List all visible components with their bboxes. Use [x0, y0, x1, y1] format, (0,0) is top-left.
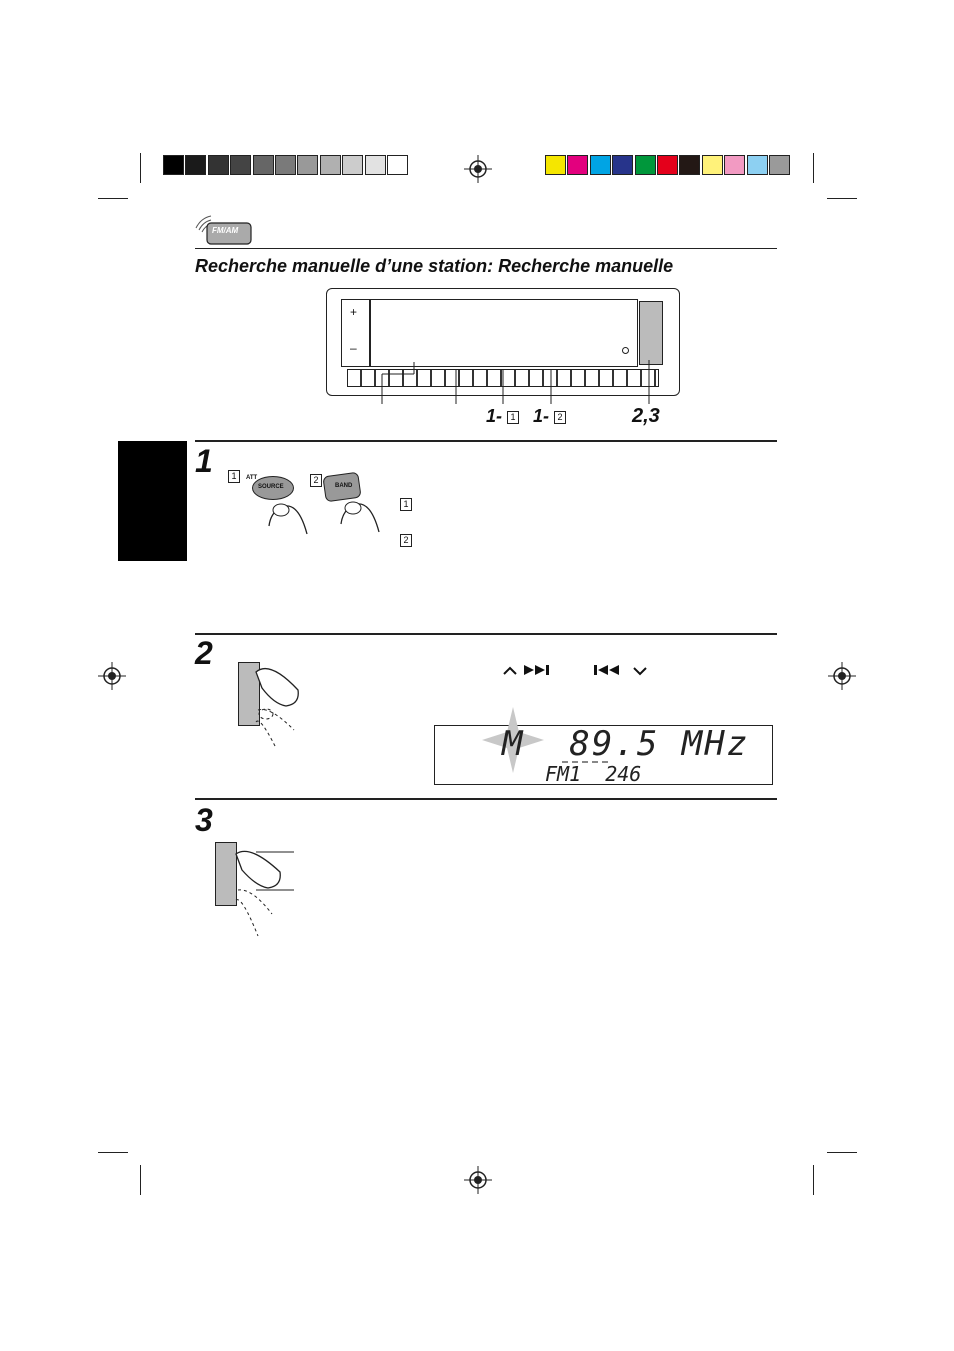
crop-mark	[827, 1152, 857, 1153]
crop-mark	[813, 1165, 814, 1195]
registration-mark-icon	[464, 155, 492, 183]
crop-mark	[140, 1165, 141, 1195]
registration-mark-icon	[464, 1166, 492, 1194]
box-number: 1	[400, 498, 412, 511]
callout-lines	[326, 360, 686, 410]
crop-mark	[98, 1152, 128, 1153]
color-swatch	[769, 155, 790, 175]
seek-up-icon	[502, 662, 560, 678]
lcd-underline	[562, 761, 608, 766]
color-swatch	[230, 155, 251, 175]
callout-step-2-3: 2,3	[632, 405, 660, 427]
color-swatch	[657, 155, 678, 175]
volume-minus-label: –	[350, 341, 357, 355]
finger-press-icon	[255, 490, 385, 540]
callout-step-1-1	[486, 407, 519, 425]
step-number: 2	[195, 635, 213, 671]
color-swatch	[275, 155, 296, 175]
color-swatch	[163, 155, 184, 175]
crop-mark	[98, 198, 128, 199]
finger-hold-icon	[228, 844, 298, 939]
color-swatch	[724, 155, 745, 175]
color-swatch	[635, 155, 656, 175]
step-rule	[195, 633, 777, 635]
color-swatch	[590, 155, 611, 175]
box-number: 2	[554, 411, 566, 424]
display-indicator	[622, 347, 629, 354]
color-swatch	[365, 155, 386, 175]
att-label: ATT	[246, 475, 258, 481]
registration-mark-icon	[828, 662, 856, 690]
fm-am-label: FM/AM	[212, 226, 239, 235]
step-number: 1	[195, 443, 213, 479]
crop-mark	[827, 198, 857, 199]
box-number: 1	[507, 411, 519, 424]
band-label: BAND	[335, 483, 353, 489]
main-display-window	[369, 299, 638, 367]
lcd-main-readout: M 89.5 MHz	[502, 724, 750, 764]
color-swatch	[567, 155, 588, 175]
finger-seek-icon	[240, 660, 310, 750]
callout-step-1-2	[533, 407, 566, 425]
seek-button[interactable]	[639, 301, 663, 365]
color-swatch	[545, 155, 566, 175]
lcd-sub-readout: FM1 246	[545, 762, 642, 786]
registration-mark-icon	[98, 662, 126, 690]
color-swatch	[342, 155, 363, 175]
color-swatch	[702, 155, 723, 175]
header-rule	[195, 248, 777, 249]
crop-mark	[813, 153, 814, 183]
color-swatch	[297, 155, 318, 175]
color-swatch	[612, 155, 633, 175]
crop-mark	[140, 153, 141, 183]
language-side-tab	[118, 441, 187, 561]
box-number: 2	[310, 474, 322, 487]
seek-down-icon	[592, 662, 652, 678]
box-number: 2	[400, 534, 412, 547]
step-rule	[195, 440, 777, 442]
color-swatch	[320, 155, 341, 175]
fm-am-icon	[193, 214, 253, 246]
source-label: SOURCE	[258, 484, 284, 490]
color-swatch	[185, 155, 206, 175]
color-swatch	[208, 155, 229, 175]
callout-1-2-label: 1-	[533, 406, 550, 426]
color-swatch	[747, 155, 768, 175]
color-swatch	[387, 155, 408, 175]
color-swatch	[679, 155, 700, 175]
step-number: 3	[195, 802, 213, 838]
volume-plus-label: +	[350, 305, 358, 319]
color-swatch	[253, 155, 274, 175]
box-number: 1	[228, 470, 240, 483]
callout-1-1-label: 1-	[486, 406, 503, 426]
page-title: Recherche manuelle d’une station: Recherche manuelle	[195, 256, 674, 276]
step-rule	[195, 798, 777, 800]
